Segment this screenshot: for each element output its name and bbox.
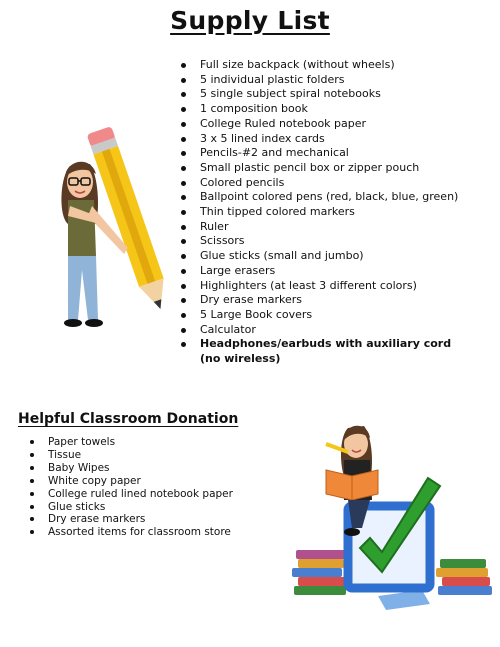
list-item: 5 individual plastic folders bbox=[178, 73, 468, 88]
list-item: 5 single subject spiral notebooks bbox=[178, 87, 468, 102]
donation-list bbox=[28, 436, 288, 539]
list-item: Paper towels bbox=[28, 436, 288, 449]
list-item: Dry erase markers bbox=[178, 293, 468, 308]
list-item: College ruled lined notebook paper bbox=[28, 488, 288, 501]
book-stack-icon bbox=[436, 559, 492, 595]
list-item: White copy paper bbox=[28, 475, 288, 488]
page-title: Supply List bbox=[170, 6, 330, 35]
list-item: Calculator bbox=[178, 323, 468, 338]
list-item: Highlighters (at least 3 different colors) bbox=[178, 279, 468, 294]
list-item: Ruler bbox=[178, 220, 468, 235]
donation-title: Helpful Classroom Donation bbox=[18, 411, 239, 427]
list-item: Full size backpack (without wheels) bbox=[178, 58, 468, 73]
list-item: Headphones/earbuds with auxiliary cord (no wireless) bbox=[178, 337, 468, 366]
list-item: Dry erase markers bbox=[28, 513, 288, 526]
list-item: 3 x 5 lined index cards bbox=[178, 132, 468, 147]
book-stack-icon bbox=[292, 550, 346, 595]
girl-with-pencil-illustration bbox=[38, 120, 170, 335]
list-item: Glue sticks bbox=[28, 501, 288, 514]
list-item: Scissors bbox=[178, 234, 468, 249]
list-item: Glue sticks (small and jumbo) bbox=[178, 249, 468, 264]
list-item: Large erasers bbox=[178, 264, 468, 279]
list-item: 1 composition book bbox=[178, 102, 468, 117]
girl-on-checkbox-illustration bbox=[290, 408, 495, 613]
list-item: 5 Large Book covers bbox=[178, 308, 468, 323]
list-item: Thin tipped colored markers bbox=[178, 205, 468, 220]
list-item: Ballpoint colored pens (red, black, blue, green) bbox=[178, 190, 468, 205]
supply-list bbox=[178, 58, 468, 367]
list-item: Colored pencils bbox=[178, 176, 468, 191]
list-item: Baby Wipes bbox=[28, 462, 288, 475]
notebook-icon bbox=[378, 590, 430, 610]
list-item: Tissue bbox=[28, 449, 288, 462]
list-item: College Ruled notebook paper bbox=[178, 117, 468, 132]
list-item: Assorted items for classroom store bbox=[28, 526, 288, 539]
list-item: Small plastic pencil box or zipper pouch bbox=[178, 161, 468, 176]
list-item: Pencils-#2 and mechanical bbox=[178, 146, 468, 161]
